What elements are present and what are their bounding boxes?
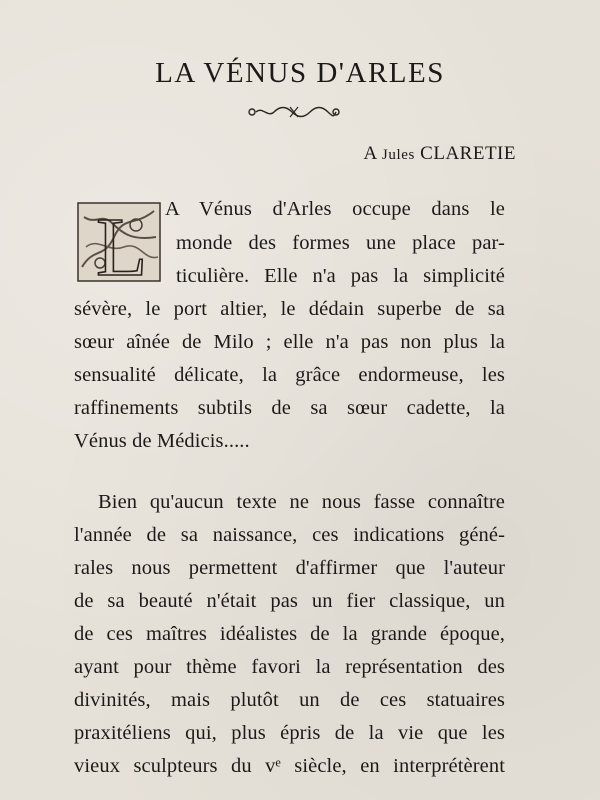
dropcap-letter: L — [96, 201, 148, 285]
ornament-icon — [246, 104, 342, 120]
p1-line-1: A Vénus d'Arles occupe dans le — [165, 198, 505, 220]
dedication-surname: CLARETIE — [420, 143, 516, 164]
p2-line-9: vieux sculpteurs du vᵉ siècle, en interprétèrent — [74, 755, 505, 777]
p2-line-6: ayant pour thème favori la représentation des — [74, 656, 505, 678]
p1-line-6: sensualité délicate, la grâce endormeuse, les — [74, 364, 505, 386]
p2-line-8: praxitéliens qui, plus épris de la vie que les — [74, 722, 505, 744]
p1-line-2: monde des formes une place par- — [176, 232, 505, 254]
p2-line-2: l'année de sa naissance, ces indications géné- — [74, 524, 505, 546]
p2-line-5: de ces maîtres idéalistes de la grande époque, — [74, 623, 505, 645]
p1-line-5: sœur aînée de Milo ; elle n'a pas non plus la — [74, 331, 505, 353]
p1-line-7: raffinements subtils de sa sœur cadette, la — [74, 397, 505, 419]
dedication-first-name: Jules — [381, 147, 415, 163]
p2-line-7: divinités, mais plutôt un de ces statuaires — [74, 689, 505, 711]
p2-line-3: rales nous permettent d'affirmer que l'auteur — [74, 557, 505, 579]
p1-line-4: sévère, le port altier, le dédain superbe de sa — [74, 298, 505, 320]
page-title: LA VÉNUS D'ARLES — [155, 57, 445, 90]
dedication — [363, 143, 516, 165]
p1-line-3: ticulière. Elle n'a pas la simplicité — [176, 265, 505, 287]
p2-line-4: de sa beauté n'était pas un fier classique, un — [74, 590, 505, 612]
p1-line-8: Vénus de Médicis..... — [74, 430, 250, 452]
p2-line-1: Bien qu'aucun texte ne nous fasse connaître — [98, 491, 505, 513]
ornamental-initial-icon — [74, 197, 164, 285]
dedication-prefix: A — [363, 143, 382, 164]
